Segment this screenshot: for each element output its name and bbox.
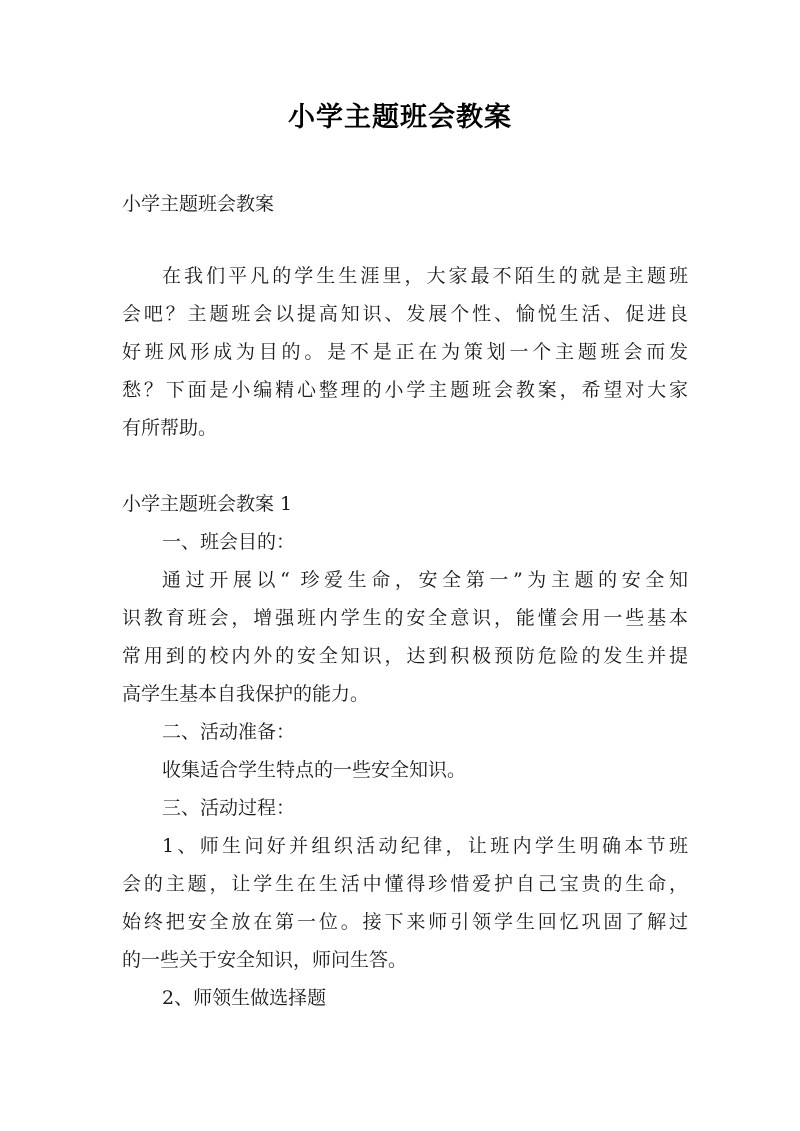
document-subtitle: 小学主题班会教案	[122, 193, 275, 215]
step-2-text: 2、师领生做选择题	[162, 987, 327, 1009]
document-title: 小学主题班会教案	[288, 102, 512, 133]
heading-preparation: 二、活动准备：	[162, 721, 296, 743]
paragraph-line: 愁？下面是小编精心整理的小学主题班会教案，希望对大家	[122, 379, 688, 401]
section-title: 小学主题班会教案 1	[122, 493, 293, 515]
heading-purpose: 一、班会目的：	[162, 531, 296, 553]
paragraph-line: 通过开展以“ 珍爱生命，安全第一”为主题的安全知	[162, 569, 688, 591]
paragraph-line: 在我们平凡的学生生涯里，大家最不陌生的就是主题班	[162, 265, 688, 287]
paragraph-line: 高学生基本自我保护的能力。	[122, 683, 370, 705]
preparation-text: 收集适合学生特点的一些安全知识。	[162, 759, 467, 781]
paragraph-line: 好班风形成为目的。是不是正在为策划一个主题班会而发	[122, 341, 688, 363]
paragraph-line: 1、师生问好并组织活动纪律，让班内学生明确本节班	[162, 835, 688, 857]
paragraph-line: 有所帮助。	[122, 417, 218, 439]
paragraph-line: 的一些关于安全知识，师问生答。	[122, 949, 408, 971]
paragraph-line: 会的主题，让学生在生活中懂得珍惜爱护自己宝贵的生命，	[122, 873, 688, 895]
paragraph-line: 识教育班会，增强班内学生的安全意识，能懂会用一些基本	[122, 607, 688, 629]
paragraph-line: 会吧？主题班会以提高知识、发展个性、愉悦生活、促进良	[122, 303, 688, 325]
paragraph-line: 常用到的校内外的安全知识，达到积极预防危险的发生并提	[122, 645, 688, 667]
heading-process: 三、活动过程：	[162, 797, 296, 819]
paragraph-line: 始终把安全放在第一位。接下来师引领学生回忆巩固了解过	[122, 911, 688, 933]
